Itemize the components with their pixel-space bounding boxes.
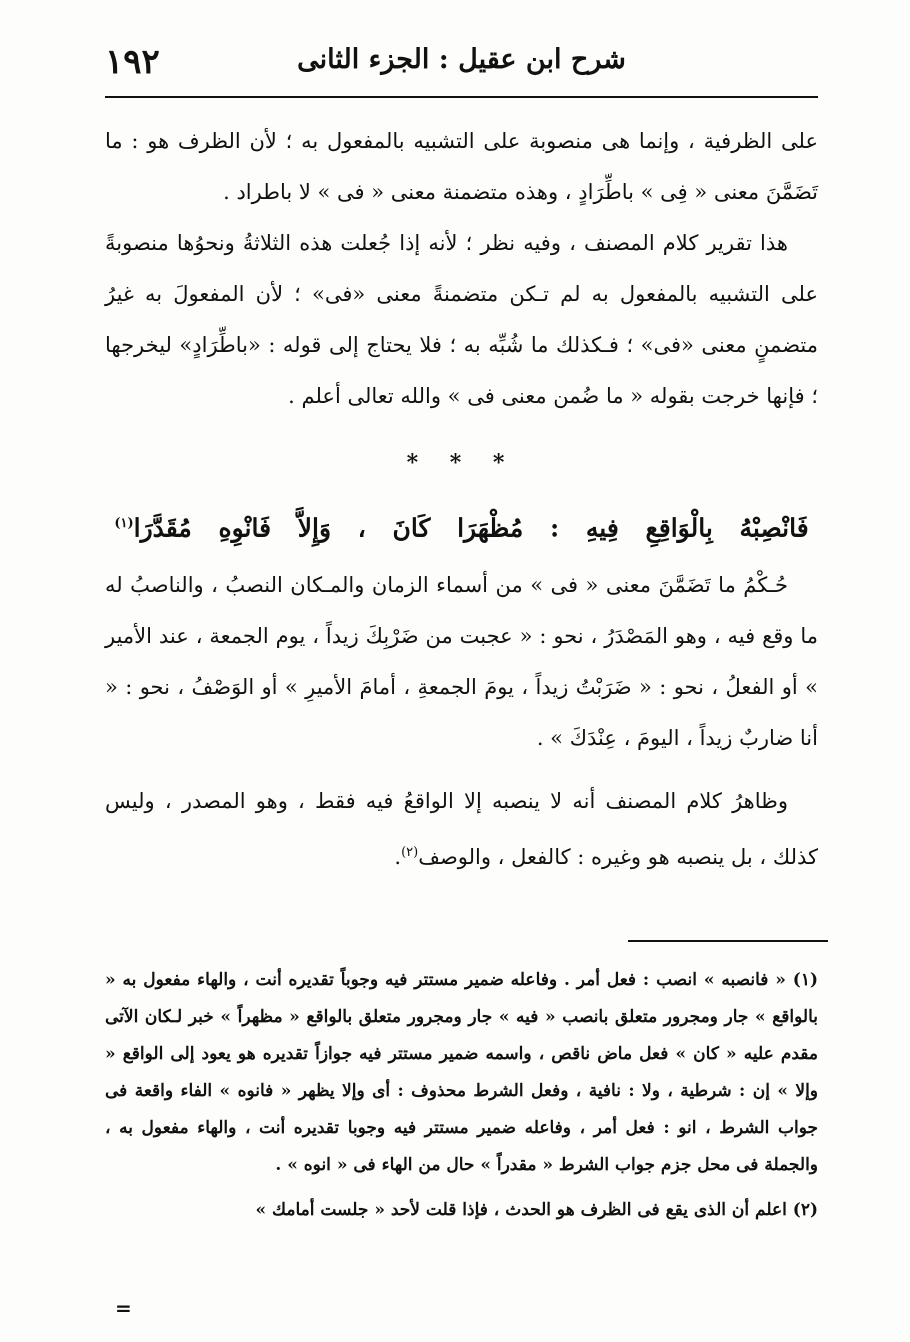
verse-text: فَانْصِبْهُ بِالْوَاقِعِ فِيهِ : مُظْهَرَا كَانَ ، وَإِلاَّ فَانْوِهِ مُقَدَّرَا (133, 513, 809, 543)
section-separator: * * * (406, 450, 517, 476)
verse-line (105, 496, 818, 556)
spacer (105, 764, 818, 776)
paragraph-4-end: . (394, 845, 402, 870)
footnote-2: (٢) اعلم أن الذى يقع فى الظرف هو الحدث ، فإذا قلت لأحد « جلست أمامك » (255, 1200, 818, 1220)
footnote-divider (628, 940, 828, 942)
page-header (105, 34, 818, 98)
continuation-mark: = (115, 1296, 132, 1320)
running-title: شرح ابن عقيل : الجزء الثانى (297, 44, 626, 75)
paragraph-4 (105, 776, 818, 883)
paragraph-4-footnote-ref: (٢) (401, 845, 419, 861)
paragraph-2: هذا تقرير كلام المصنف ، وفيه نظر ؛ لأنه إذا جُعلت هذه الثلاثةُ ونحوُها منصوبةً على التشبيه بالمفعول به لم تـكن متضمنةً معنى «فى» ؛ لأن المفعولَ به غيرُ متضمنٍ معنى «فى» ؛ فـكذلك ما شُبِّه به ؛ فلا يحتاج إلى قوله : «باطِّرَادٍ» ليخرجها ؛ فإنها خرجت بقوله « ما ضُمن معنى فى » والله تعالى أعلم . (105, 231, 818, 408)
page-number: ١٩٢ (105, 42, 160, 82)
paragraph-1: على الظرفية ، وإنما هى منصوبة على التشبيه بالمفعول به ؛ لأن الظرف هو : ما تَضَمَّنَ معنى « فِى » باطِّرَادٍ ، وهذه متضمنة معنى « فى » لا باطراد . (105, 129, 818, 204)
footnotes (105, 962, 818, 1229)
verse-footnote-ref: (١) (114, 516, 134, 531)
main-text (105, 116, 818, 883)
paragraph-4-text: وظاهرُ كلام المصنف أنه لا ينصبه إلا الواقعُ فيه فقط ، وهو المصدر ، وليس كذلك ، بل ينصبه هو وغيره : كالفعل ، والوصف (105, 789, 818, 870)
paragraph-3: حُـكْمُ ما تَضَمَّنَ معنى « فى » من أسماء الزمان والمـكان النصبُ ، والناصبُ له ما وقع فيه ، وهو المَصْدَرُ ، نحو : « عجبت من ضَرْبِكَ زيداً ، يوم الجمعة ، عند الأمير » أو الفعلُ ، نحو : « ضَرَبْتُ زيداً ، يومَ الجمعةِ ، أمامَ الأميرِ » أو الوَصْفُ ، نحو : « أنا ضاربٌ زيداً ، اليومَ ، عِنْدَكَ » . (105, 573, 818, 751)
footnote-1: (١) « فانصبه » انصب : فعل أمر . وفاعله ضمير مستتر فيه وجوباً تقديره أنت ، والهاء مفعول به « بالواقع » جار ومجرور متعلق بانصب « فيه » جار ومجرور متعلق بالواقع « مظهراً » خبر لـكان الآتى مقدم عليه « كان » فعل ماض ناقص ، واسمه ضمير مستتر فيه جوازاً تقديره هو يعود إلى الواقع « وإلا » إن : شرطية ، ولا : نافية ، وفعل الشرط محذوف : أى وإلا يظهر « فانوه » الفاء واقعة فى جواب الشرط ، انو : فعل أمر ، وفاعله ضمير مستتر فيه وجوبا تقديره أنت ، والهاء مفعول به ، والجملة فى محل جزم جواب الشرط « مقدراً » حال من الهاء فى « انوه » . (105, 970, 818, 1175)
